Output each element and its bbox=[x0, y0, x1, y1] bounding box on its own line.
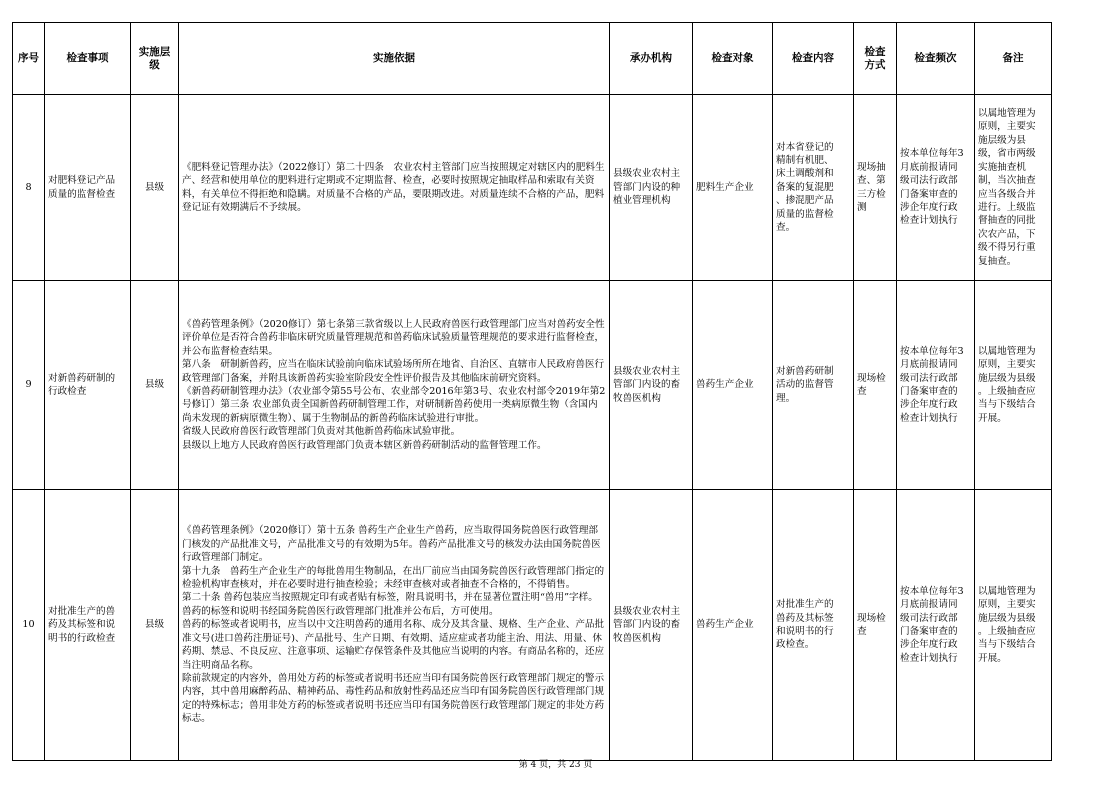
row-content: 对本省登记的 精制有机肥、 床土调酸剂和 备案的复混肥 、掺混肥产品 质量的监督检 查。 bbox=[773, 95, 854, 281]
row-content: 对批准生产的 兽药及其标签 和说明书的行 政检查。 bbox=[773, 490, 854, 761]
header-org: 承办机构 bbox=[610, 23, 693, 95]
header-remark: 备注 bbox=[975, 23, 1052, 95]
row-method: 现场检 查 bbox=[854, 281, 897, 490]
header-item: 检查事项 bbox=[45, 23, 131, 95]
row-object: 肥料生产企业 bbox=[693, 95, 773, 281]
page-footer: 第 4 页，共 23 页 bbox=[518, 760, 593, 770]
row-basis: 《兽药管理条例》（2020修订）第十五条 兽药生产企业生产兽药，应当取得国务院兽医行政管理部门核发的产品批准文号，产品批准文号的有效期为5年。兽药产品批准文号的核发办法由国务院兽医行政管理部门制定。 第十九条 兽药生产企业生产的每批兽用生物制品，在出厂前应当由国务院兽医行政管理部门指定的检验机构审查核对，并在必要时进行抽查检验；未经审查核对或者抽查不合格的，不得销售。 第二十条 兽药包装应当按照规定印有或者贴有标签，附具说明书，并在显著位置注明“兽用”字样。 兽药的标签和说明书经国务院兽医行政管理部门批准并公布后，方可使用。 兽药的标签或者说明书，应当以中文注明兽药的通用名称、成分及其含量、规格、生产企业、产品批准文号(进口兽药注册证号)、产品批号、生产日期、有效期、适应症或者功能主治、用法、用量、休药期、禁忌、不良反应、注意事项、运输贮存保管条件及其他应当说明的内容。有商品名称的，还应当注明商品名称。 除前款规定的内容外，兽用处方药的标签或者说明书还应当印有国务院兽医行政管理部门规定的警示内容，其中兽用麻醉药品、精神药品、毒性药品和放射性药品还应当印有国务院兽医行政管理部门规定的特殊标志；兽用非处方药的标签或者说明书还应当印有国务院兽医行政管理部门规定的非处方药标志。 bbox=[179, 490, 610, 761]
row-org: 县级农业农村主 管部门内设的畜 牧兽医机构 bbox=[610, 490, 693, 761]
row-org: 县级农业农村主 管部门内设的畜 牧兽医机构 bbox=[610, 281, 693, 490]
row-content: 对新兽药研制 活动的监督管 理。 bbox=[773, 281, 854, 490]
row-no: 8 bbox=[13, 95, 45, 281]
table-row bbox=[13, 95, 1052, 281]
header-no: 序号 bbox=[13, 23, 45, 95]
row-remark: 以属地管理为 原则，主要实 施层级为县级 。上级抽查应 当与下级结合 开展。 bbox=[975, 281, 1052, 490]
header-object: 检查对象 bbox=[693, 23, 773, 95]
row-remark: 以属地管理为 原则，主要实 施层级为县级 。上级抽查应 当与下级结合 开展。 bbox=[975, 490, 1052, 761]
row-basis: 《兽药管理条例》（2020修订）第七条第三款省级以上人民政府兽医行政管理部门应当对兽药安全性评价单位是否符合兽药非临床研究质量管理规范和兽药临床试验质量管理规范的要求进行监督检查，并公布监督检查结果。 第八条 研制新兽药，应当在临床试验前向临床试验场所所在地省、自治区、直辖市人民政府兽医行政管理部门备案，并附具该新兽药实验室阶段安全性评价报告及其他临床前研究资料。 《新兽药研制管理办法》（农业部令第55号公布、农业部令2016年第3号、农业农村部令2019年第2号修订）第三条 农业部负责全国新兽药研制管理工作，对研制新兽药使用一类病原微生物（含国内尚未发现的新病原微生物）、属于生物制品的新兽药临床试验进行审批。 省级人民政府兽医行政管理部门负责对其他新兽药临床试验审批。 县级以上地方人民政府兽医行政管理部门负责本辖区新兽药研制活动的监督管理工作。 bbox=[179, 281, 610, 490]
row-no: 10 bbox=[13, 490, 45, 761]
row-item: 对新兽药研制的 行政检查 bbox=[45, 281, 131, 490]
row-object: 兽药生产企业 bbox=[693, 281, 773, 490]
row-org: 县级农业农村主 管部门内设的种 植业管理机构 bbox=[610, 95, 693, 281]
row-item: 对批准生产的兽 药及其标签和说 明书的行政检查 bbox=[45, 490, 131, 761]
row-method: 现场抽 查、第 三方检 测 bbox=[854, 95, 897, 281]
row-item: 对肥料登记产品 质量的监督检查 bbox=[45, 95, 131, 281]
header-basis: 实施依据 bbox=[179, 23, 610, 95]
row-object: 兽药生产企业 bbox=[693, 490, 773, 761]
row-method: 现场检 查 bbox=[854, 490, 897, 761]
inspection-table bbox=[12, 22, 1052, 761]
row-freq: 按本单位每年3 月底前报请同 级司法行政部 门备案审查的 涉企年度行政 检查计划执行 bbox=[897, 490, 975, 761]
row-level: 县级 bbox=[131, 281, 179, 490]
row-freq: 按本单位每年3 月底前报请同 级司法行政部 门备案审查的 涉企年度行政 检查计划执行 bbox=[897, 281, 975, 490]
header-freq: 检查频次 bbox=[897, 23, 975, 95]
row-freq: 按本单位每年3 月底前报请同 级司法行政部 门备案审查的 涉企年度行政 检查计划执行 bbox=[897, 95, 975, 281]
row-no: 9 bbox=[13, 281, 45, 490]
header-level: 实施层 级 bbox=[131, 23, 179, 95]
row-remark: 以属地管理为 原则，主要实 施层级为县 级，省市两级 实施抽查机 制，当次抽查 应当各级合并 进行。上级监 督抽查的同批 次农产品，下 级不得另行重 复抽查。 bbox=[975, 95, 1052, 281]
row-basis: 《肥料登记管理办法》（2022修订）第二十四条 农业农村主管部门应当按照规定对辖区内的肥料生产、经营和使用单位的肥料进行定期或不定期监督、检查，必要时按照规定抽取样品和索取有关资料，有关单位不得拒绝和隐瞒。对质量不合格的产品，要限期改进。对质量连续不合格的产品，肥料登记证有效期满后不予续展。 bbox=[179, 95, 610, 281]
table-row bbox=[13, 490, 1052, 761]
row-level: 县级 bbox=[131, 95, 179, 281]
header-method: 检查 方式 bbox=[854, 23, 897, 95]
row-level: 县级 bbox=[131, 490, 179, 761]
header-row bbox=[13, 23, 1052, 95]
header-content: 检查内容 bbox=[773, 23, 854, 95]
table-row bbox=[13, 281, 1052, 490]
